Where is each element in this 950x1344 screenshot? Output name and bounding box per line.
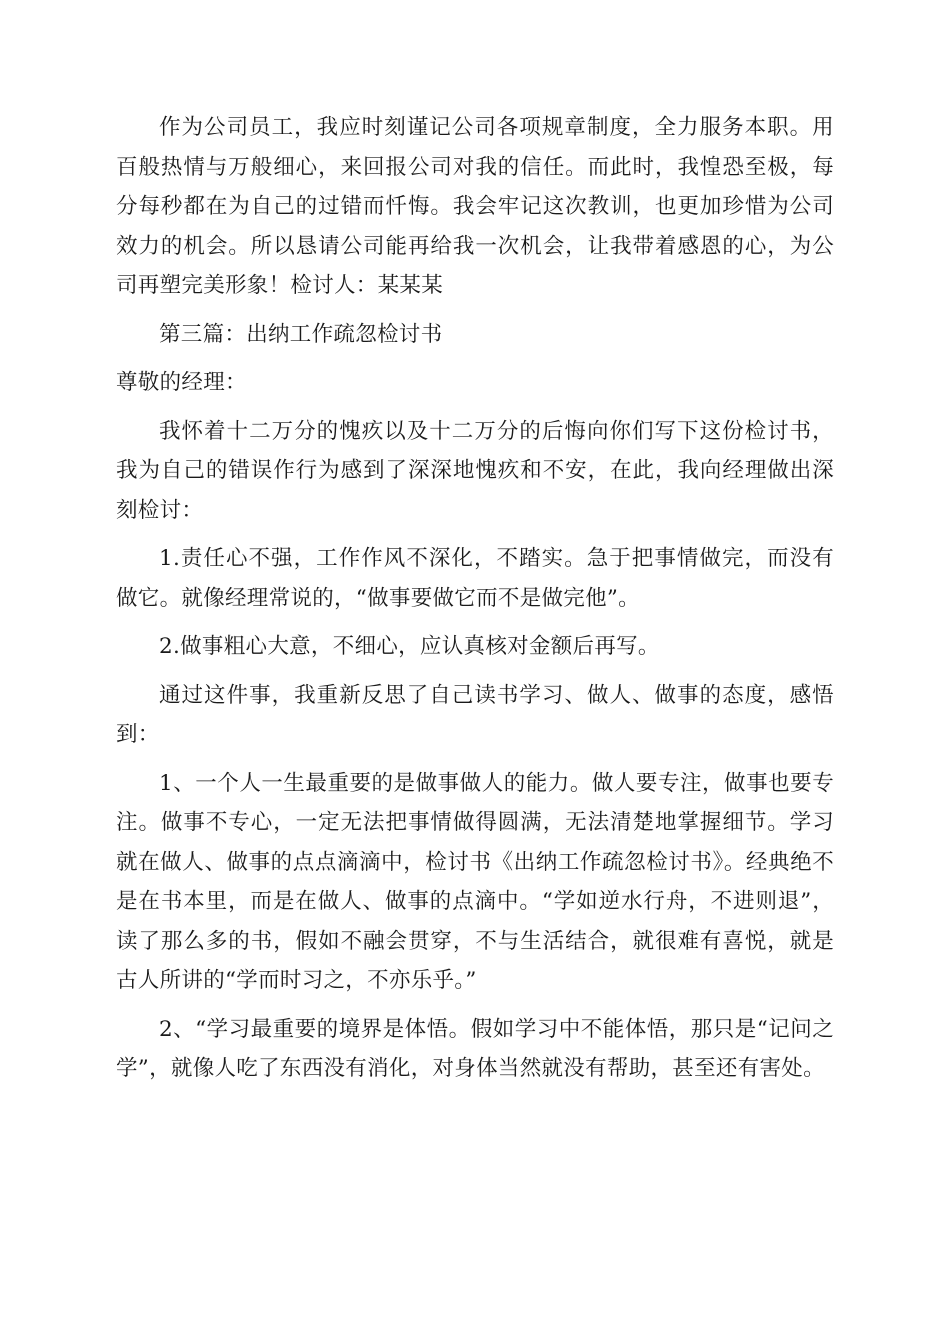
paragraph-point-2: 2.做事粗心大意，不细心，应认真核对金额后再写。 [159, 634, 660, 659]
paragraph-pledge: 作为公司员工，我应时刻谨记公司各项规章制度，全力服务本职。用百般热情与万般细心，来回报公司对我的信任。而此时，我惶恐至极，每分每秒都在为自己的过错而忏悔。我会牢记这次教训，也更加珍惜为公司效力的机会。所以恳请公司能再给我一次机会，让我带着感恩的心，为公司再塑完美形象！检讨人：某某某 [116, 115, 834, 298]
salutation: 尊敬的经理： [116, 370, 247, 395]
document-page [116, 108, 834, 1098]
paragraph-insight-2: 2、“学习最重要的境界是体悟。假如学习中不能体悟，那只是“记问之学”，就像人吃了东西没有消化，对身体当然就没有帮助，甚至还有害处。 [116, 1016, 834, 1081]
paragraph-reflection: 通过这件事，我重新反思了自己读书学习、做人、做事的态度，感悟到： [116, 682, 834, 747]
paragraph-insight-1: 1、一个人一生最重要的是做事做人的能力。做人要专注，做事也要专注。做事不专心，一定无法把事情做得圆满，无法清楚地掌握细节。学习就在做人、做事的点点滴滴中，检讨书《出纳工作疏忽检讨书》。经典绝不是在书本里，而是在做人、做事的点滴中。“学如逆水行舟，不进则退”，读了那么多的书，假如不融会贯穿，不与生活结合，就很难有喜悦，就是古人所讲的“学而时习之，不亦乐乎。” [116, 770, 834, 993]
paragraph-point-1: 1.责任心不强，工作作风不深化，不踏实。急于把事情做完，而没有做它。就像经理常说的，“做事要做它而不是做完他”。 [116, 546, 834, 611]
section-title: 第三篇：出纳工作疏忽检讨书 [159, 321, 443, 347]
paragraph-intro: 我怀着十二万分的愧疚以及十二万分的后悔向你们写下这份检讨书，我为自己的错误作行为感到了深深地愧疚和不安，在此，我向经理做出深刻检讨： [116, 418, 834, 523]
